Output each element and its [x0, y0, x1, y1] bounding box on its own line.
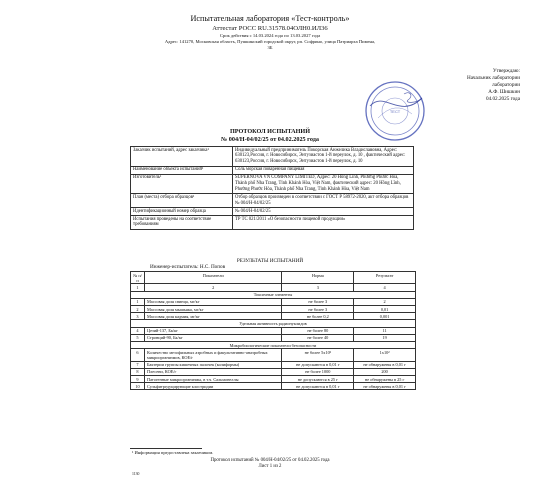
table-row	[131, 361, 416, 368]
info-value: № 004/Н-04/02/25	[233, 207, 414, 215]
table-row	[131, 383, 416, 390]
section-title: Удельная активность радионуклидов	[131, 320, 416, 327]
indicator-name: Стронций-90, Бк/кг	[144, 334, 281, 341]
approval-position-cont: лаборатории	[492, 82, 520, 88]
approval-position: Начальник лаборатории	[467, 75, 520, 81]
info-row	[131, 174, 414, 194]
result-value: 200	[354, 368, 416, 375]
footer-page-number: Лист 1 из 2	[258, 464, 282, 470]
result-value: не обнаружены в 25 г	[354, 376, 416, 383]
header-cell: Показатели	[144, 272, 281, 284]
results-section-row	[131, 291, 416, 298]
footnote: ¹ Информация предоставлена заказчиком.	[132, 450, 214, 455]
row-number: 6	[131, 349, 145, 361]
lab-header	[0, 14, 540, 51]
header-cell: Норма	[282, 272, 354, 284]
info-value: Соль морская поваренная пищевая	[233, 166, 414, 174]
row-number: 9	[131, 376, 145, 383]
info-row	[131, 147, 414, 167]
table-row	[131, 327, 416, 334]
row-number: 1	[131, 298, 145, 305]
header-number-cell: 4	[354, 284, 416, 291]
lab-name: Испытательная лаборатория «Тест-контроль»	[190, 14, 350, 23]
document-code: 1130	[132, 472, 140, 476]
result-value: 0,001	[354, 313, 416, 320]
norm-value: не допускаются в 0,01 г	[282, 361, 354, 368]
table-row	[131, 298, 416, 305]
norm-value: не более 3	[282, 306, 354, 313]
section-title: Токсичные элементы	[131, 291, 416, 298]
info-key: План (места) отбора образцов¹	[131, 194, 233, 208]
header-number-cell: 1	[131, 284, 145, 291]
result-value: 19	[354, 334, 416, 341]
indicator-name: Сульфитредуцирующие клостридии	[144, 383, 281, 390]
indicator-name: Цезий-137, Бк/кг	[144, 327, 281, 334]
table-row	[131, 376, 416, 383]
header-cell: № п/п	[131, 272, 145, 284]
indicator-name: Массовая доля кадмия, мг/кг	[144, 313, 281, 320]
row-number: 10	[131, 383, 145, 390]
row-number: 8	[131, 368, 145, 375]
norm-value: не более 80	[282, 327, 354, 334]
result-value: 1х10²	[354, 349, 416, 361]
norm-value: не более 3	[282, 298, 354, 305]
footnote-divider	[130, 448, 202, 449]
results-header-number-row	[131, 284, 416, 291]
protocol-number: № 004/Н-04/02/25 от 04.02.2025 года	[221, 135, 319, 143]
result-value: 2	[354, 298, 416, 305]
engineer-name: Инженер-испытатель: Н.С. Попов	[150, 264, 226, 270]
info-row	[131, 194, 414, 208]
table-row	[131, 349, 416, 361]
row-number: 5	[131, 334, 145, 341]
row-number: 4	[131, 327, 145, 334]
approval-signer: А.Ф. Шишкин	[488, 89, 520, 95]
result-value: 11	[354, 327, 416, 334]
norm-value: не допускаются в 0,01 г	[282, 383, 354, 390]
info-key: Заказчик испытаний, адрес заказчика¹	[131, 147, 233, 167]
result-value: не обнаружены в 0,01 г	[354, 361, 416, 368]
header-number-cell: 2	[144, 284, 281, 291]
indicator-name: Патогенные микроорганизмы, в т.ч. Сальмонеллы	[144, 376, 281, 383]
info-value: Индивидуальный предприниматель Покорская Анжелика Владиславовна, Адрес: 630123,Россия, г. Новосибирск, Энтузиастов 1-й переулок, д. 10 , фактический адрес: 630123,Россия, г. Новосибирск, Энтузиастов 1-й переулок, д. 10	[233, 147, 414, 167]
footer-protocol-ref: Протокол испытаний № 004/Н-04/02/25 от 04.02.2025 года	[210, 458, 330, 463]
results-table	[130, 271, 416, 390]
protocol-title: ПРОТОКОЛ ИСПЫТАНИЙ	[229, 128, 311, 135]
attestat-number: Аттестат РОСС RU.31578.04ОЛН0.ИЛ36	[212, 25, 328, 32]
norm-value: не более 0,2	[282, 313, 354, 320]
approval-label: Утверждаю:	[492, 68, 520, 74]
results-section-row	[131, 320, 416, 327]
row-number: 3	[131, 313, 145, 320]
svg-text:ТЕСТ: ТЕСТ	[389, 109, 401, 114]
info-row	[131, 166, 414, 174]
result-value: не обнаружены в 0,01 г	[354, 383, 416, 390]
indicator-name: Массовая доля мышьяка, мг/кг	[144, 306, 281, 313]
table-row	[131, 313, 416, 320]
result-value: 0,01	[354, 306, 416, 313]
info-row	[131, 207, 414, 215]
info-key: Изготовитель¹	[131, 174, 233, 194]
results-section-row	[131, 342, 416, 349]
indicator-name: Плесени, КОЕ/г	[144, 368, 281, 375]
table-row	[131, 306, 416, 313]
lab-address-cont: 3Б	[267, 45, 273, 50]
info-row	[131, 215, 414, 229]
norm-value: не более 40	[282, 334, 354, 341]
page-footer	[0, 458, 540, 470]
results-title: РЕЗУЛЬТАТЫ ИСПЫТАНИЙ	[236, 258, 304, 264]
indicator-name: Количество мезофильных аэробных и факультативно-анаэробных микроорганизмов, КОЕ/г	[144, 349, 281, 361]
norm-value: не более 5х10³	[282, 349, 354, 361]
info-table	[130, 146, 414, 230]
row-number: 7	[131, 361, 145, 368]
results-header-row	[131, 272, 416, 284]
attestat-validity: Срок действия с 14.03.2024 года по 13.03.2027 года	[219, 33, 321, 38]
lab-address: Адрес: 141270, Московская область, Пушкинский городской округ, рп. Софрино, улица Патриарха Пимена,	[164, 39, 376, 44]
header-number-cell: 3	[282, 284, 354, 291]
protocol-title-block	[0, 128, 540, 143]
info-key: Испытания проведены на соответствие требованиям	[131, 215, 233, 229]
info-value: ТР ТС 021/2011 «О безопасности пищевой продукции»	[233, 215, 414, 229]
norm-value: не более 1000	[282, 368, 354, 375]
header-cell: Результат	[354, 272, 416, 284]
info-key: Идентификационный номер образца	[131, 207, 233, 215]
row-number: 2	[131, 306, 145, 313]
table-row	[131, 334, 416, 341]
info-key: Наименование объекта испытаний¹	[131, 166, 233, 174]
indicator-name: Бактерии группы кишечных палочек (колиформы)	[144, 361, 281, 368]
section-title: Микробиологические показатели безопасности	[131, 342, 416, 349]
indicator-name: Массовая доля свинца, мг/кг	[144, 298, 281, 305]
info-value: Отбор образцов произведен в соответствии с ГОСТ Р 58972-2020, акт отбора образцов № 004/Н-04/02/25	[233, 194, 414, 208]
info-value: SUPERNOVA VN COMPANY LIMITED, Адрес: 20 Hồng Lĩnh, Phường Phước Hòa, Thành phố Nha Trang, Tỉnh Khánh Hòa, Việt Nam, фактический адрес: 20 Hồng Lĩnh, Phường Phước Hòa, Thành phố Nha Trang, Tỉnh Khánh Hòa, Việt Nam	[233, 174, 414, 194]
table-row	[131, 368, 416, 375]
approval-date: 04.02.2025 года	[485, 96, 520, 102]
norm-value: не допускаются в 25 г	[282, 376, 354, 383]
